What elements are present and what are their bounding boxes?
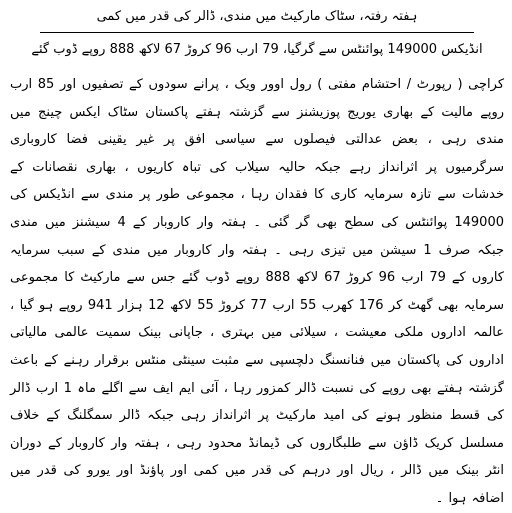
article-headline: ہفتہ رفتہ، سٹاک مارکیٹ میں مندی، ڈالر کی قدر میں کمی xyxy=(96,9,418,24)
article-subheadline: انڈیکس 149000 پوائنٹس سے گرگیا، 79 ارب 96 کروڑ 67 لاکھ 888 روپے ڈوب گئے xyxy=(31,42,483,57)
headline-divider xyxy=(40,32,474,33)
article-body: کراچی ( رپورٹ / احتشام مفتی ) رول اوور ویک ، پرانے سودوں کے تصفیوں اور 85 ارب روپے مالیت کے بھاری یوریج پوزیشنز سے گزشتہ ہفتے پاکستان سٹاک ایکس چینج میں مندی رہی ، بعض عدالتی فیصلوں سے سیاسی افق پر غیر یقینی فضا کاروباری سرگرمیوں پر اثرانداز رہے جبکہ حالیہ سیلاب کی تباہ کاریوں ، بھاری نقصانات کے خدشات سے تازہ سرمایہ کاری کا فقدان رہا ، مجموعی طور پر مندی سے انڈیکس کی 149000 پوائنٹس کی سطح بھی گر گئی ۔ ہفتہ وار کاروبار کے 4 سیشنز میں مندی جبکہ صرف 1 سیشن میں تیزی رہی ۔ ہفتہ وار کاروبار میں مندی کے سبب سرمایہ کاروں کے 79 ارب 96 کروڑ 67 لاکھ 888 روپے ڈوب گئے جس سے مارکیٹ کا مجموعی سرمایہ بھی گھٹ کر 176 کھرب 55 ارب 77 کروڑ 55 لاکھ 12 ہزار 941 روپے ہو گیا ، عالمہ اداروں ملکی معیشت ، سیلائی میں بہتری ، جاپانی بینک سمیت عالمی مالیاتی اداروں کی پاکستان میں فنانسنگ دلچسپی سے مثبت سینٹی منٹس برقرار رہنے کے باعث گزشتہ ہفتے بھی روپے کی نسبت ڈالر کمزور رہا ، آئی ایم ایف سے اگلے ماہ 1 ارب ڈالر کی قسط منظور ہونے کی امید مارکیٹ پر اثرانداز رہی جبکہ ڈالر سمگلنگ کے خلاف مسلسل کریک ڈاؤن سے طلبگاروں کی ڈیمانڈ محدود رہی ، ہفتہ وار کاروبار کے دوران انٹر بینک میں ڈالر ، ریال اور درہم کی قدر میں کمی اور پاؤنڈ اور یورو کی قدر میں اضافہ ہوا ۔ xyxy=(10,77,505,506)
